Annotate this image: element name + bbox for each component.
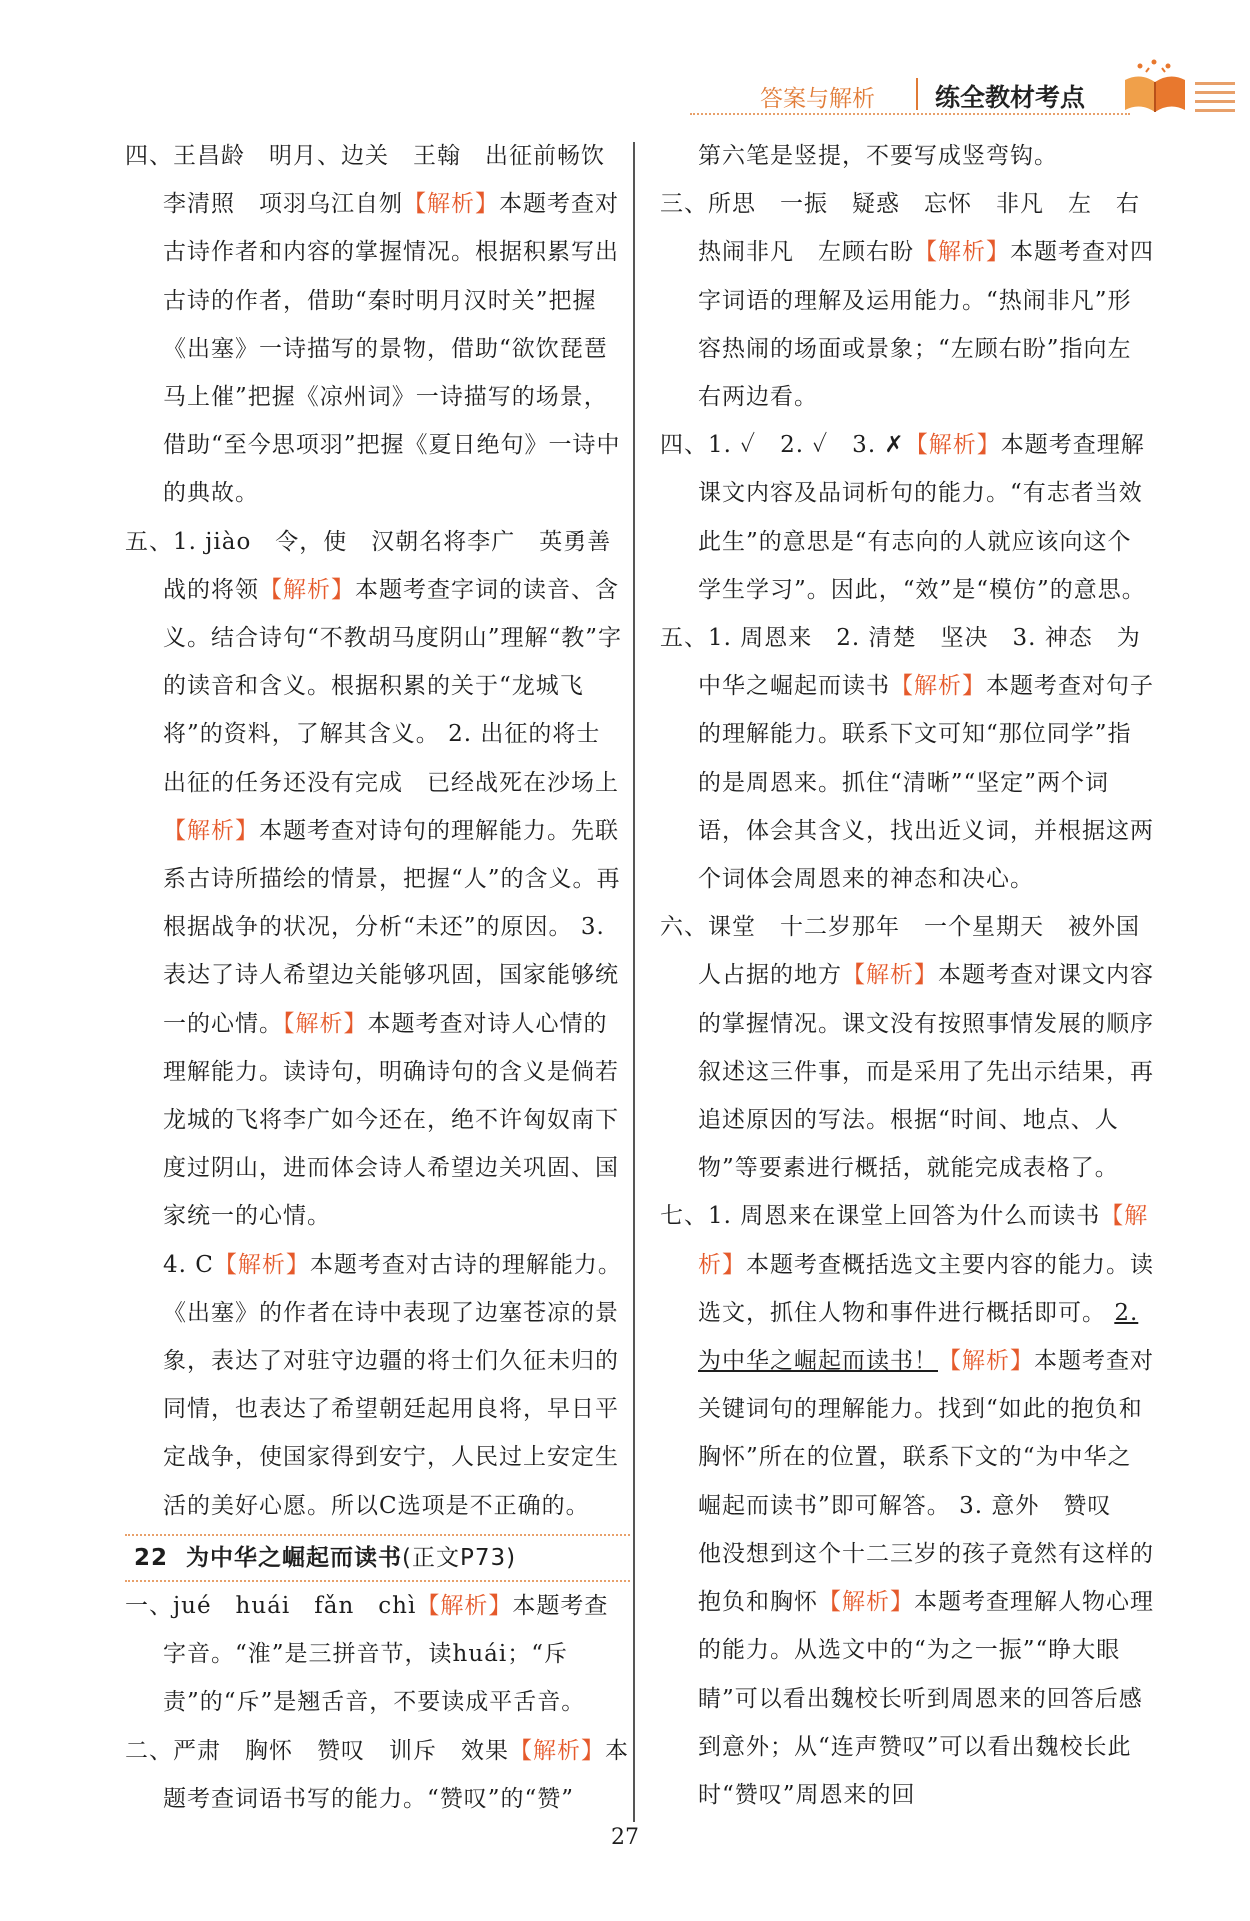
lesson-title: 为中华之崛起而读书 bbox=[186, 1544, 403, 1571]
open-book-icon bbox=[1120, 58, 1190, 118]
lesson-number: 22 bbox=[133, 1544, 168, 1571]
analysis-tag: 【解析】 bbox=[842, 962, 938, 989]
answer-text: 五、1. 周恩来 2. 清楚 坚决 3. 神态 为中华之崛起而读书 bbox=[660, 625, 1141, 700]
analysis-text: 本题考查对句子的理解能力。联系下文可知“那位同学”指的是周恩来。抓住“清晰”“坚定”两个词语，体会其含义，找出近义词，并根据这两个词体会周恩来的神态和决心。 bbox=[698, 673, 1154, 893]
answer-block bbox=[125, 518, 630, 1241]
left-column bbox=[125, 132, 630, 1823]
answer-block bbox=[125, 132, 630, 518]
answer-text: 六、课堂 十二岁那年 一个星期天 被外国人占据的地方 bbox=[660, 914, 1140, 989]
analysis-text: 本题考查对古诗作者和内容的掌握情况。根据积累写出古诗的作者，借助“秦时明月汉时关”把握《出塞》一诗描写的景物，借助“欲饮琵琶马上催”把握《凉州词》一诗描写的场景，借助“至今思项羽”把握《夏日绝句》一诗中的典故。 bbox=[163, 191, 621, 507]
answer-text: 七、1. 周恩来在课堂上回答为什么而读书 bbox=[660, 1203, 1101, 1230]
section-label: 答案与解析 bbox=[760, 86, 875, 112]
answer-text: 三、所思 一振 疑惑 忘怀 非凡 左 右 热闹非凡 左顾右盼 bbox=[660, 191, 1164, 266]
answer-block bbox=[660, 1192, 1155, 1819]
analysis-text: 本题考查词语书写的能力。“赞叹”的“赞” bbox=[163, 1737, 629, 1812]
analysis-text: 本题考查理解人物心理的能力。从选文中的“为之一振”“睁大眼睛”可以看出魏校长听到周恩来的回答后感到意外；从“连声赞叹”可以看出魏校长此时“赞叹”周恩来的回 bbox=[698, 1589, 1154, 1808]
answer-block bbox=[660, 421, 1155, 614]
answer-block bbox=[660, 180, 1164, 421]
analysis-text: 本题考查对古诗的理解能力。《出塞》的作者在诗中表现了边塞苍凉的景象，表达了对驻守边疆的将士们久征未归的同情，也表达了希望朝廷起用良将，早日平定战争，使国家得到安宁，人民过上安定生活的美好心愿。所以C选项是不正确的。 bbox=[163, 1251, 622, 1519]
continued-text: 第六笔是竖提，不要写成竖弯钩。 bbox=[698, 143, 1058, 169]
analysis-tag: 【解析】 bbox=[818, 1589, 914, 1616]
analysis-text: 本题考查理解课文内容及品词析句的能力。“有志者当效此生”的意思是“有志向的人就应该向这个学生学习”。因此，“效”是“模仿”的意思。 bbox=[698, 432, 1146, 603]
analysis-tag: 【解析】 bbox=[213, 1251, 310, 1278]
answer-text: 3. 表达了诗人希望边关能够巩固，国家能够统一的心情。 bbox=[163, 914, 619, 1037]
lesson-page-ref: (正文P73) bbox=[402, 1544, 517, 1571]
analysis-tag: 【解析】 bbox=[914, 239, 1010, 266]
analysis-text: 本题考查概括选文主要内容的能力。读选文，抓住人物和事件进行概括即可。 bbox=[698, 1251, 1154, 1326]
analysis-text: 本题考查对诗人心情的理解能力。读诗句，明确诗句的含义是倘若龙城的飞将李广如今还在，绝不许匈奴南下度过阴山，进而体会诗人希望边关巩固、国家统一的心情。 bbox=[163, 1010, 619, 1230]
answer-text: 一、jué huái fǎn chì bbox=[125, 1592, 417, 1619]
answer-block bbox=[125, 1582, 630, 1727]
answer-text: 四、王昌龄 明月、边关 王翰 出征前畅饮 李清照 项羽乌江自刎 bbox=[125, 143, 629, 218]
analysis-tag: 【解析】 bbox=[509, 1737, 605, 1764]
analysis-tag: 【解析】 bbox=[283, 1010, 368, 1037]
answer-text: 3. 意外 赞叹 他没想到这个十二三岁的孩子竟然有这样的抱负和胸怀 bbox=[698, 1492, 1154, 1616]
answer-block bbox=[125, 1241, 630, 1530]
answer-block bbox=[660, 614, 1155, 903]
analysis-tag: 【解析】 bbox=[259, 576, 355, 603]
page-number: 27 bbox=[611, 1825, 639, 1850]
column-divider bbox=[633, 142, 635, 1822]
answer-text: 4. C bbox=[163, 1251, 214, 1278]
analysis-tag: 【解析】 bbox=[698, 1203, 1149, 1278]
analysis-tag: 【解析】 bbox=[890, 673, 986, 700]
answer-text: 四、1. ✓ 2. ✓ 3. ✗ bbox=[660, 432, 905, 459]
analysis-text: 本题考查对诗句的理解能力。先联系古诗所描绘的情景，把握“人”的含义。再根据战争的状况，分析“未还”的原因。 bbox=[163, 817, 621, 941]
page-header bbox=[0, 0, 1250, 130]
analysis-text: 本题考查对课文内容的掌握情况。课文没有按照事情发展的顺序叙述这三件事，而是采用了先出示结果，再追述原因的写法。根据“时间、地点、人物”等要素进行概括，就能完成表格了。 bbox=[698, 962, 1154, 1182]
analysis-text: 本题考查对关键词句的理解能力。找到“如此的抱负和胸怀”所在的位置，联系下文的“为中华之崛起而读书”即可解答。 bbox=[698, 1348, 1154, 1519]
decorative-stripes bbox=[1195, 82, 1235, 112]
answer-block bbox=[125, 1727, 630, 1823]
analysis-tag: 【解析】 bbox=[416, 1592, 513, 1619]
analysis-text: 本题考查字音。“淮”是三拼音节，读huái；“斥责”的“斥”是翘舌音，不要读成平舌音。 bbox=[163, 1592, 609, 1716]
answer-text: 二、严肃 胸怀 赞叹 训斥 效果 bbox=[125, 1737, 509, 1764]
header-separator bbox=[916, 78, 918, 110]
book-title: 练全教材考点 bbox=[935, 83, 1086, 112]
analysis-tag: 【解析】 bbox=[904, 432, 1001, 459]
analysis-text: 本题考查对四字词语的理解及运用能力。“热闹非凡”形容热闹的场面或景象；“左顾右盼”指向左右两边看。 bbox=[698, 239, 1154, 411]
answer-text: 五、1. jiào 令，使 汉朝名将李广 英勇善战的将领 bbox=[125, 528, 612, 603]
analysis-tag: 【解析】 bbox=[163, 817, 259, 844]
analysis-text: 本题考查字词的读音、含义。结合诗句“不教胡马度阴山”理解“教”字的读音和含义。根据积累的关于“龙城飞将”的资料，了解其含义。 bbox=[163, 576, 623, 748]
right-column bbox=[660, 132, 1164, 1819]
answer-block bbox=[660, 903, 1155, 1192]
answer-block bbox=[660, 132, 1155, 180]
analysis-tag: 【解析】 bbox=[403, 191, 499, 218]
lesson-title-bar bbox=[125, 1534, 630, 1582]
answer-text: 2. 为中华之崛起而读书！ bbox=[698, 1299, 1139, 1375]
answer-text: 2. 出征的将士 出征的任务还没有完成 已经战死在沙场上 bbox=[163, 721, 625, 796]
analysis-tag: 【解析】 bbox=[938, 1348, 1034, 1375]
